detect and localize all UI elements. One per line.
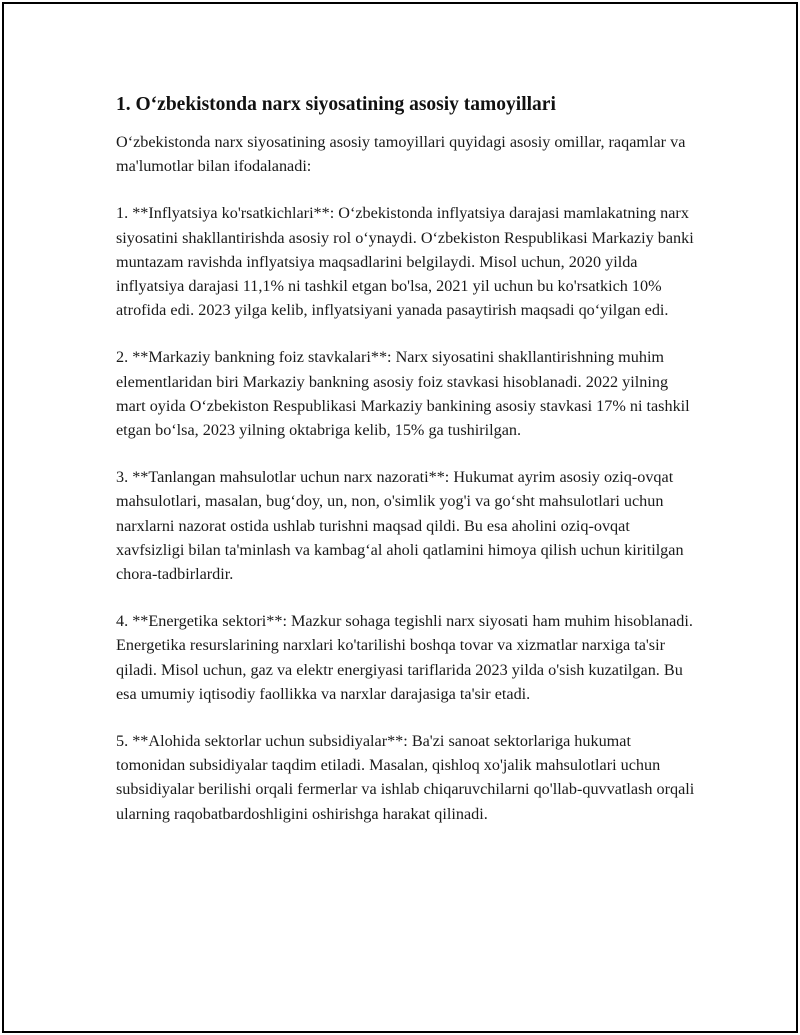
document-body	[116, 92, 696, 849]
paragraph-subsidies: 5. **Alohida sektorlar uchun subsidiyalar**: Ba'zi sanoat sektorlariga hukumat tomonidan subsidiyalar taqdim etiladi. Masalan, qishloq xo'jalik mahsulotlari uchun subsidiyalar berilishi orqali fermerlar va ishlab chiqaruvchilarni qo'llab-quvvatlash orqali ularning raqobatbardoshligini oshirishga harakat qilinadi.	[116, 732, 695, 823]
section-heading: 1. O‘zbekistonda narx siyosatining asosiy tamoyillari	[116, 94, 556, 115]
paragraph-interest-rates: 2. **Markaziy bankning foiz stavkalari**: Narx siyosatini shakllantirishning muhim elementlaridan biri Markaziy bankning asosiy foiz stavkasi hisoblanadi. 2022 yilning mart oyida O‘zbekiston Respublikasi Markaziy bankining asosiy stavkasi 17% ni tashkil etgan bo‘lsa, 2023 yilning oktabriga kelib, 15% ga tushirilgan.	[116, 348, 690, 440]
paragraph-inflation: 1. **Inflyatsiya ko'rsatkichlari**: O‘zbekistonda inflyatsiya darajasi mamlakatning narx siyosatini shakllantirishda asosiy rol o‘ynaydi. O‘zbekiston Respublikasi Markaziy banki muntazam ravishda inflyatsiya maqsadlarini belgilaydi. Misol uchun, 2020 yilda inflyatsiya darajasi 11,1% ni tashkil etgan bo'lsa, 2021 yil uchun bu ko'rsatkich 10% atrofida edi. 2023 yilga kelib, inflyatsiyani yanada pasaytirish maqsadi qo‘yilgan edi.	[116, 204, 694, 320]
paragraph-energy-sector: 4. **Energetika sektori**: Mazkur sohaga tegishli narx siyosati ham muhim hisoblanadi. Energetika resurslarining narxlari ko'tarilishi boshqa tovar va xizmatlar narxiga ta'sir qiladi. Misol uchun, gaz va elektr energiyasi tariflarida 2023 yilda o'sish kuzatilgan. Bu esa umumiy iqtisodiy faollikka va narxlar darajasiga ta'sir etadi.	[116, 612, 693, 703]
intro-paragraph: O‘zbekistonda narx siyosatining asosiy tamoyillari quyidagi asosiy omillar, raqamlar va ma'lumotlar bilan ifodalanadi:	[116, 133, 686, 176]
paragraph-price-control: 3. **Tanlangan mahsulotlar uchun narx nazorati**: Hukumat ayrim asosiy oziq-ovqat mahsulotlari, masalan, bug‘doy, un, non, o'simlik yog'i va go‘sht mahsulotlari uchun narxlarni nazorat ostida ushlab turishni maqsad qildi. Bu esa aholini oziq-ovqat xavfsizligi bilan ta'minlash va kambag‘al aholi qatlamini himoya qilish uchun kiritilgan chora-tadbirlardir.	[116, 468, 684, 584]
